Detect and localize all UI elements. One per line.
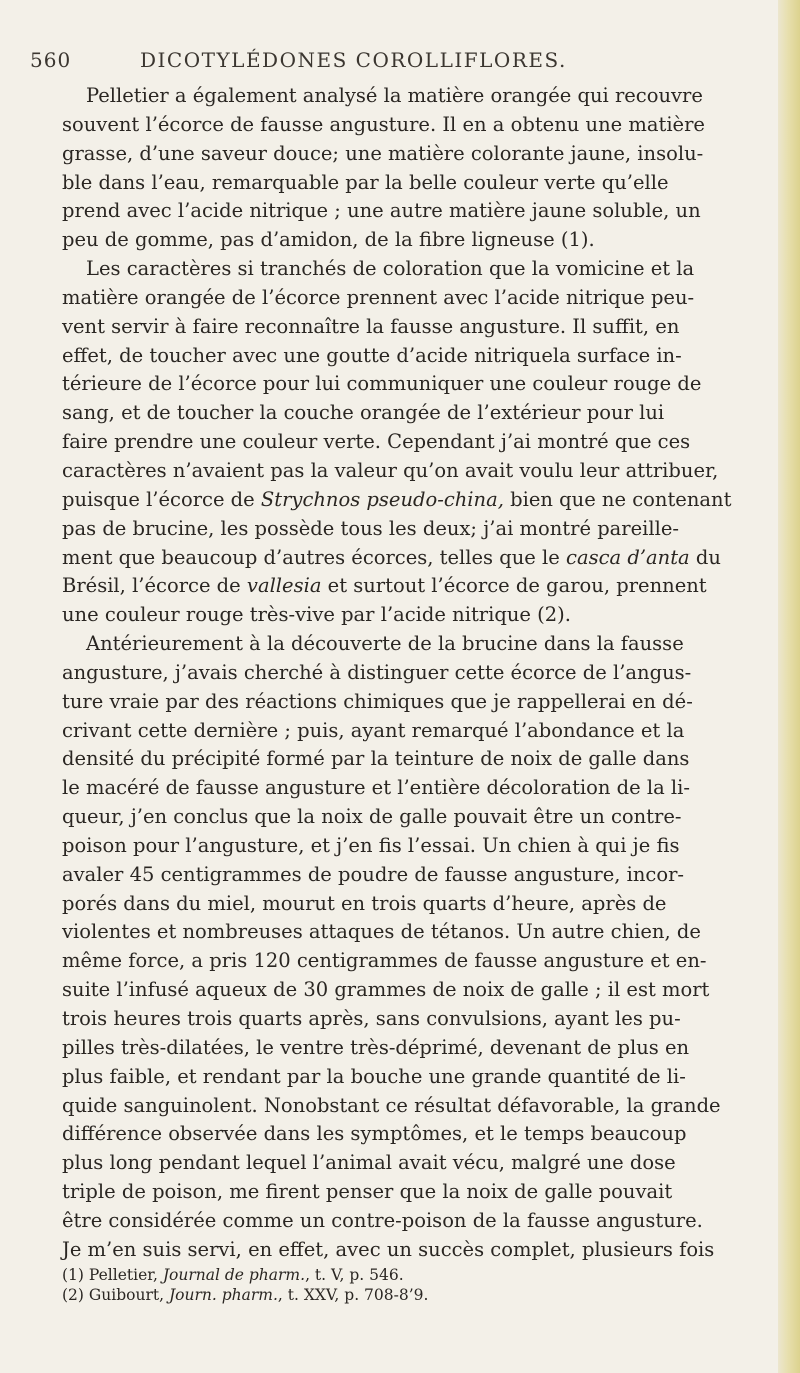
- text-line: même force, a pris 120 centigrammes de fausse angusture et en-: [62, 949, 707, 973]
- text-line: ture vraie par des réactions chimiques que je rappellerai en dé-: [62, 689, 693, 713]
- text-line: quide sanguinolent. Nonobstant ce résultat défavorable, la grande: [62, 1093, 721, 1117]
- text-line: peu de gomme, pas d’amidon, de la fibre ligneuse (1).: [62, 228, 595, 252]
- text-line: porés dans du miel, mourut en trois quarts d’heure, après de: [62, 891, 667, 915]
- running-title: DICOTYLÉDONES COROLLIFLORES.: [140, 48, 567, 72]
- text-line: avaler 45 centigrammes de poudre de fausse angusture, incor-: [62, 862, 685, 886]
- text-line: térieure de l’écorce pour lui communiquer une couleur rouge de: [62, 372, 702, 396]
- text-line: Antérieurement à la découverte de la brucine dans la fausse: [86, 632, 684, 656]
- text-line: différence observée dans les symptômes, et le temps beaucoup: [62, 1122, 687, 1146]
- text-line: sang, et de toucher la couche orangée de l’extérieur pour lui: [62, 401, 665, 425]
- text-line: Pelletier a également analysé la matière orangée qui recouvre: [86, 84, 703, 107]
- page-number: 560: [30, 48, 72, 72]
- text-line: effet, de toucher avec une goutte d’acide nitriquela surface in-: [62, 343, 682, 367]
- text-line: souvent l’écorce de fausse angusture. Il en a obtenu une matière: [62, 112, 705, 136]
- text-line: triple de poison, me firent penser que la noix de galle pouvait: [62, 1180, 673, 1204]
- body-text: [62, 82, 780, 1265]
- text-line: trois heures trois quarts après, sans convulsions, ayant les pu-: [62, 1007, 681, 1030]
- text-line: plus faible, et rendant par la bouche une grande quantité de li-: [62, 1064, 686, 1088]
- text-line: Je m’en suis servi, en effet, avec un succès complet, plusieurs fois: [62, 1237, 715, 1261]
- text-line: caractères n’avaient pas la valeur qu’on avait voulu leur attribuer,: [62, 458, 719, 482]
- text-line: densité du précipité formé par la teinture de noix de galle dans: [62, 747, 690, 771]
- text-line: suite l’infusé aqueux de 30 grammes de noix de galle ; il est mort: [62, 978, 710, 1002]
- text-line: le macéré de fausse angusture et l’entière décoloration de la li-: [62, 776, 690, 800]
- text-line: vent servir à faire reconnaître la fausse angusture. Il suffit, en: [62, 314, 680, 338]
- text-line: crivant cette dernière ; puis, ayant remarqué l’abondance et la: [62, 718, 685, 742]
- text-line: Les caractères si tranchés de coloration que la vomicine et la: [86, 257, 695, 281]
- text-line: pas de brucine, les possède tous les deux; j’ai montré pareille-: [62, 516, 680, 540]
- text-line: ble dans l’eau, remarquable par la belle couleur verte qu’elle: [62, 170, 669, 194]
- text-line: pilles très-dilatées, le ventre très-déprimé, devenant de plus en: [62, 1035, 690, 1059]
- footnote: (1) Pelletier, Journal de pharm., t. V, p. 546.: [62, 1266, 404, 1284]
- text-line: matière orangée de l’écorce prennent avec l’acide nitrique peu-: [62, 285, 695, 309]
- footnotes: [62, 1265, 762, 1305]
- text-line: poison pour l’angusture, et j’en fis l’essai. Un chien à qui je fis: [62, 833, 680, 857]
- text-line: puisque l’écorce de Strychnos pseudo-china, bien que ne contenant: [62, 487, 732, 511]
- page-header: [30, 48, 770, 78]
- text-line: violentes et nombreuses attaques de tétanos. Un autre chien, de: [62, 920, 701, 944]
- footnote: (2) Guibourt, Journ. pharm., t. XXV, p. 708-8’9.: [62, 1286, 429, 1304]
- text-line: être considérée comme un contre-poison de la fausse angusture.: [62, 1208, 703, 1232]
- text-line: faire prendre une couleur verte. Cependant j’ai montré que ces: [62, 430, 691, 454]
- text-line: grasse, d’une saveur douce; une matière colorante jaune, insolu-: [62, 141, 704, 165]
- text-line: queur, j’en conclus que la noix de galle pouvait être un contre-: [62, 805, 682, 829]
- text-line: angusture, j’avais cherché à distinguer cette écorce de l’angus-: [62, 660, 692, 684]
- text-line: plus long pendant lequel l’animal avait vécu, malgré une dose: [62, 1151, 676, 1175]
- text-line: ment que beaucoup d’autres écorces, telles que le casca d’anta du: [62, 545, 721, 569]
- text-line: Brésil, l’écorce de vallesia et surtout l’écorce de garou, prennent: [62, 574, 707, 598]
- page-edge: [778, 0, 800, 1373]
- text-line: prend avec l’acide nitrique ; une autre matière jaune soluble, un: [62, 199, 701, 223]
- text-line: une couleur rouge très-vive par l’acide nitrique (2).: [62, 603, 571, 627]
